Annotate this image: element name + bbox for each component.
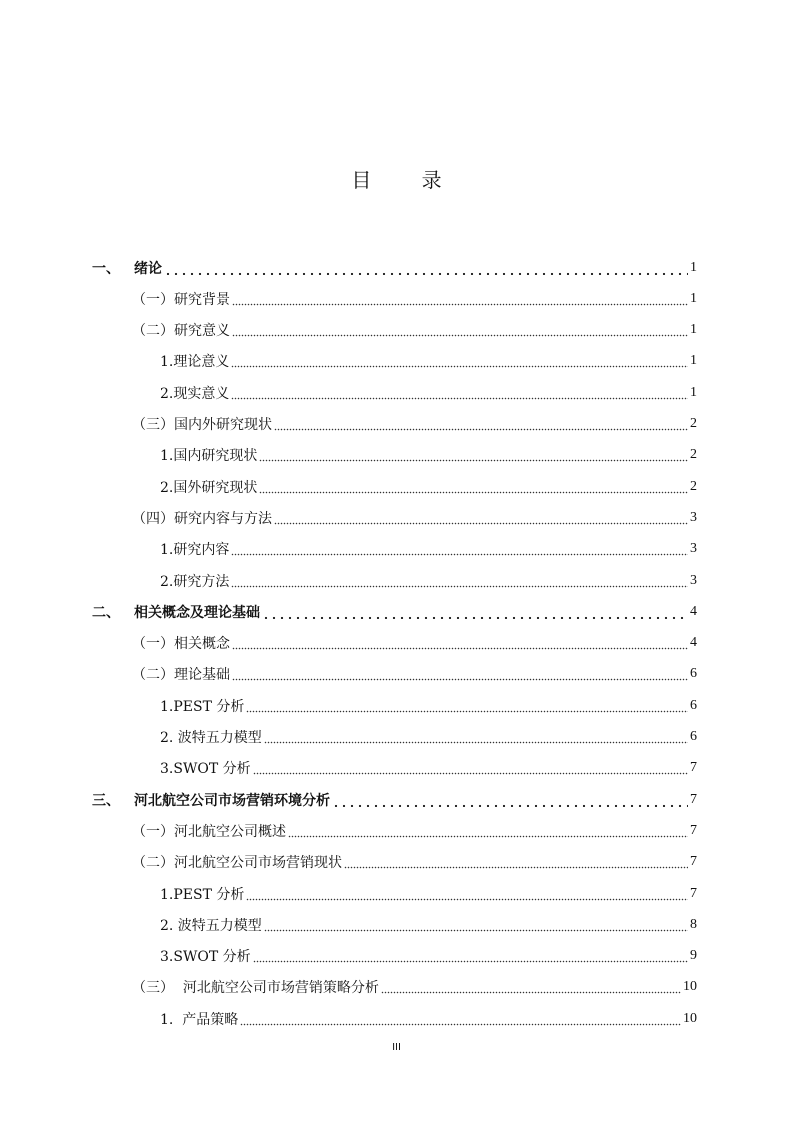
toc-entry-number: 三、: [92, 792, 120, 809]
dot-leader: [274, 511, 688, 525]
dot-leader: [246, 699, 688, 713]
dot-leader: [253, 949, 688, 963]
toc-entry-label: （二）河北航空公司市场营销现状: [132, 855, 342, 872]
toc-entry-page-number: 2: [690, 416, 697, 431]
toc-entry-label: 1.理论意义: [160, 354, 230, 371]
toc-entry[interactable]: [132, 502, 697, 533]
toc-entry-label: 1.研究内容: [160, 542, 230, 559]
toc-entry[interactable]: [160, 534, 697, 565]
toc-entry-page-number: 7: [690, 885, 697, 901]
toc-entry-page-number: 3: [690, 541, 697, 557]
toc-entry-label: 1.PEST 分析: [160, 886, 245, 903]
toc-entry-label: 1.PEST 分析: [160, 698, 245, 715]
toc-entry[interactable]: [92, 784, 697, 815]
toc-entry-page-number: 10: [683, 979, 697, 995]
dot-leader: [164, 261, 688, 275]
toc-entry-page-number: 1: [690, 259, 697, 275]
toc-entry-label: 2. 波特五力模型: [160, 917, 262, 934]
dot-leader: [240, 1012, 681, 1026]
dot-leader: [231, 574, 688, 588]
toc-entry-page-number: 4: [690, 603, 697, 619]
toc-entry-page-number: 7: [690, 854, 697, 870]
dot-leader: [344, 855, 688, 869]
toc-entry[interactable]: [132, 315, 697, 346]
dot-leader: [231, 354, 688, 368]
dot-leader: [232, 667, 688, 681]
toc-entry[interactable]: [160, 346, 697, 377]
toc-entry-label: 2.现实意义: [160, 385, 230, 402]
dot-leader: [253, 761, 688, 775]
toc-entry[interactable]: [160, 471, 697, 502]
dot-leader: [259, 448, 688, 462]
toc-entry-label: （二）理论基础: [132, 667, 230, 684]
toc-entry-page-number: 2: [690, 447, 697, 463]
dot-leader: [274, 417, 688, 431]
toc-entry[interactable]: [92, 596, 697, 627]
toc-entry-label: （四）研究内容与方法: [132, 510, 272, 527]
toc-entry-label: （一）河北航空公司概述: [132, 823, 286, 840]
toc-entry-page-number: 7: [690, 822, 697, 838]
toc-entry-label: （一）相关概念: [132, 636, 230, 653]
toc-entry-page-number: 6: [690, 697, 697, 713]
toc-entry-page-number: 1: [690, 322, 697, 338]
toc-entry-label: （三）国内外研究现状: [132, 417, 272, 433]
dot-leader: [264, 918, 688, 932]
toc-entry[interactable]: [160, 377, 697, 408]
page-number-footer: III: [392, 1042, 401, 1053]
toc-entry[interactable]: [160, 878, 697, 909]
toc-entry-page-number: 1: [690, 353, 697, 369]
dot-leader: [332, 793, 688, 807]
dot-leader: [232, 636, 688, 650]
toc-entry[interactable]: [132, 847, 697, 878]
toc-entry[interactable]: [92, 252, 697, 283]
toc-entry-label: 1.国内研究现状: [160, 448, 258, 465]
toc-entry-label: （一）研究背景: [132, 291, 230, 308]
dot-leader: [264, 730, 688, 744]
toc-entry-label: （二）研究意义: [132, 323, 230, 340]
toc-entry[interactable]: [160, 690, 697, 721]
toc-entry-label: 3.SWOT 分析: [160, 761, 251, 778]
toc-entry[interactable]: [160, 722, 697, 753]
toc-entry-label: 河北航空公司市场营销环境分析: [134, 792, 330, 809]
toc-entry-page-number: 3: [690, 509, 697, 525]
dot-leader: [288, 824, 688, 838]
toc-entry[interactable]: [132, 659, 697, 690]
dot-leader: [259, 480, 688, 494]
toc-entry-page-number: 1: [690, 384, 697, 400]
dot-leader: [232, 292, 688, 306]
dot-leader: [232, 323, 688, 337]
toc-entry[interactable]: [132, 815, 697, 846]
toc-entry-page-number: 6: [690, 729, 697, 744]
dot-leader: [262, 605, 688, 619]
toc-entry-label: （三） 河北航空公司市场营销策略分析: [132, 980, 379, 997]
toc-entry-label: 绪论: [134, 260, 162, 277]
toc-entry-page-number: 1: [690, 290, 697, 306]
toc-entry-label: 3.SWOT 分析: [160, 949, 251, 966]
toc-entry-page-number: 10: [683, 1010, 697, 1026]
dot-leader: [231, 542, 688, 556]
dot-leader: [381, 980, 681, 994]
toc-entry-page-number: 6: [690, 666, 697, 682]
toc-entry-page-number: 3: [690, 572, 697, 588]
toc-entry[interactable]: [132, 628, 697, 659]
toc-entry-page-number: 4: [690, 635, 697, 651]
toc-entry-page-number: 9: [690, 948, 697, 964]
toc-entry-number: 二、: [92, 604, 120, 621]
toc-entry-label: 2.研究方法: [160, 573, 230, 590]
toc-entry-label: 1. 产品策略: [160, 1011, 239, 1028]
toc-entry-label: 相关概念及理论基础: [134, 604, 260, 621]
toc-entry[interactable]: [160, 909, 697, 940]
dot-leader: [246, 887, 688, 901]
toc-entry[interactable]: [160, 440, 697, 471]
toc-entry-label: 2. 波特五力模型: [160, 730, 262, 746]
toc-entry-page-number: 2: [690, 478, 697, 494]
toc-entry[interactable]: [160, 565, 697, 596]
toc-entry-page-number: 7: [690, 791, 697, 807]
toc-entry-page-number: 8: [690, 916, 697, 932]
toc-entry-page-number: 7: [690, 760, 697, 776]
toc-entry-label: 2.国外研究现状: [160, 479, 258, 496]
toc-entry[interactable]: [160, 941, 697, 972]
toc-entry[interactable]: [160, 753, 697, 784]
toc-entry-number: 一、: [92, 260, 120, 277]
dot-leader: [231, 386, 688, 400]
toc-entry[interactable]: [132, 409, 697, 440]
toc-entry[interactable]: [160, 1003, 697, 1034]
document-title: 目 录: [351, 168, 464, 192]
toc-entry[interactable]: [132, 283, 697, 314]
toc-entry[interactable]: [132, 972, 697, 1003]
